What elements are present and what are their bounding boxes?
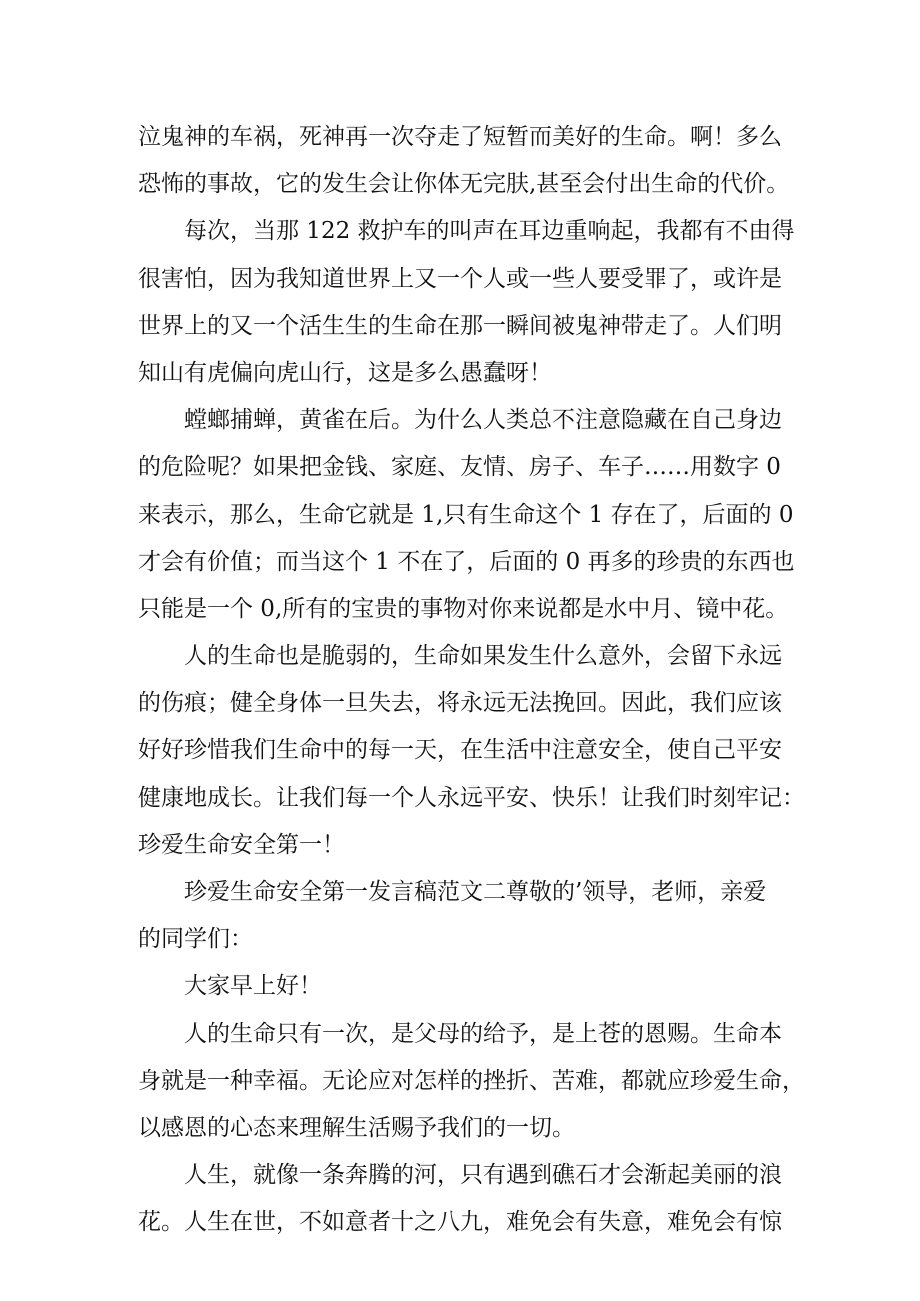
greeting-line: 大家早上好！ bbox=[184, 973, 322, 1000]
document-body bbox=[138, 114, 805, 1247]
text-line: 好好珍惜我们生命中的每一天，在生活中注意安全，使自己平安 bbox=[138, 737, 782, 764]
text-line: 的危险呢？如果把金钱、家庭、友情、房子、车子……用数字 0 bbox=[138, 454, 781, 481]
text-line: 只能是一个 0,所有的宝贵的事物对你来说都是水中月、镜中花。 bbox=[138, 595, 789, 622]
text-line: 以感恩的心态来理解生活赐予我们的一切。 bbox=[138, 1114, 575, 1141]
text-line: 知山有虎偏向虎山行，这是多么愚蠢呀！ bbox=[138, 359, 552, 386]
text-line: 恐怖的事故，它的发生会让你体无完肤,甚至会付出生命的代价。 bbox=[138, 171, 790, 198]
paragraph-start-line: 螳螂捕蝉，黄雀在后。为什么人类总不注意隐藏在自己身边 bbox=[184, 407, 782, 434]
text-line: 的伤痕；健全身体一旦失去，将永远无法挽回。因此，我们应该 bbox=[138, 690, 782, 717]
text-line: 身就是一种幸福。无论应对怎样的挫折、苦难，都就应珍爱生命， bbox=[138, 1067, 805, 1094]
text-line: 来表示，那么，生命它就是 1,只有生命这个 1 存在了，后面的 0 bbox=[138, 501, 794, 528]
paragraph-start-line: 每次，当那 122 救护车的叫声在耳边重响起，我都有不由得 bbox=[184, 218, 795, 245]
text-line: 才会有价值；而当这个 1 不在了，后面的 0 再多的珍贵的东西也 bbox=[138, 548, 795, 575]
text-line: 很害怕，因为我知道世界上又一个人或一些人要受罪了，或许是 bbox=[138, 265, 782, 292]
paragraph-start-line: 珍爱生命安全第一发言稿范文二尊敬的’领导，老师，亲爱 bbox=[184, 879, 767, 905]
paragraph-start-line: 人的生命也是脆弱的，生命如果发生什么意外，会留下永远 bbox=[184, 643, 782, 670]
paragraph-start-line: 人的生命只有一次，是父母的给予，是上苍的恩赐。生命本 bbox=[184, 1020, 782, 1047]
text-line: 健康地成长。让我们每一个人永远平安、快乐！让我们时刻牢记： bbox=[138, 784, 805, 811]
paragraph-start-line: 人生，就像一条奔腾的河，只有遇到礁石才会渐起美丽的浪 bbox=[184, 1162, 782, 1189]
text-line: 泣鬼神的车祸，死神再一次夺走了短暂而美好的生命。啊！多么 bbox=[138, 124, 782, 150]
text-line: 花。人生在世，不如意者十之八九，难免会有失意，难免会有惊 bbox=[138, 1209, 782, 1236]
text-line: 的同学们： bbox=[138, 926, 253, 953]
text-line: 珍爱生命安全第一！ bbox=[138, 831, 345, 858]
text-line: 世界上的又一个活生生的生命在那一瞬间被鬼神带走了。人们明 bbox=[138, 312, 782, 339]
